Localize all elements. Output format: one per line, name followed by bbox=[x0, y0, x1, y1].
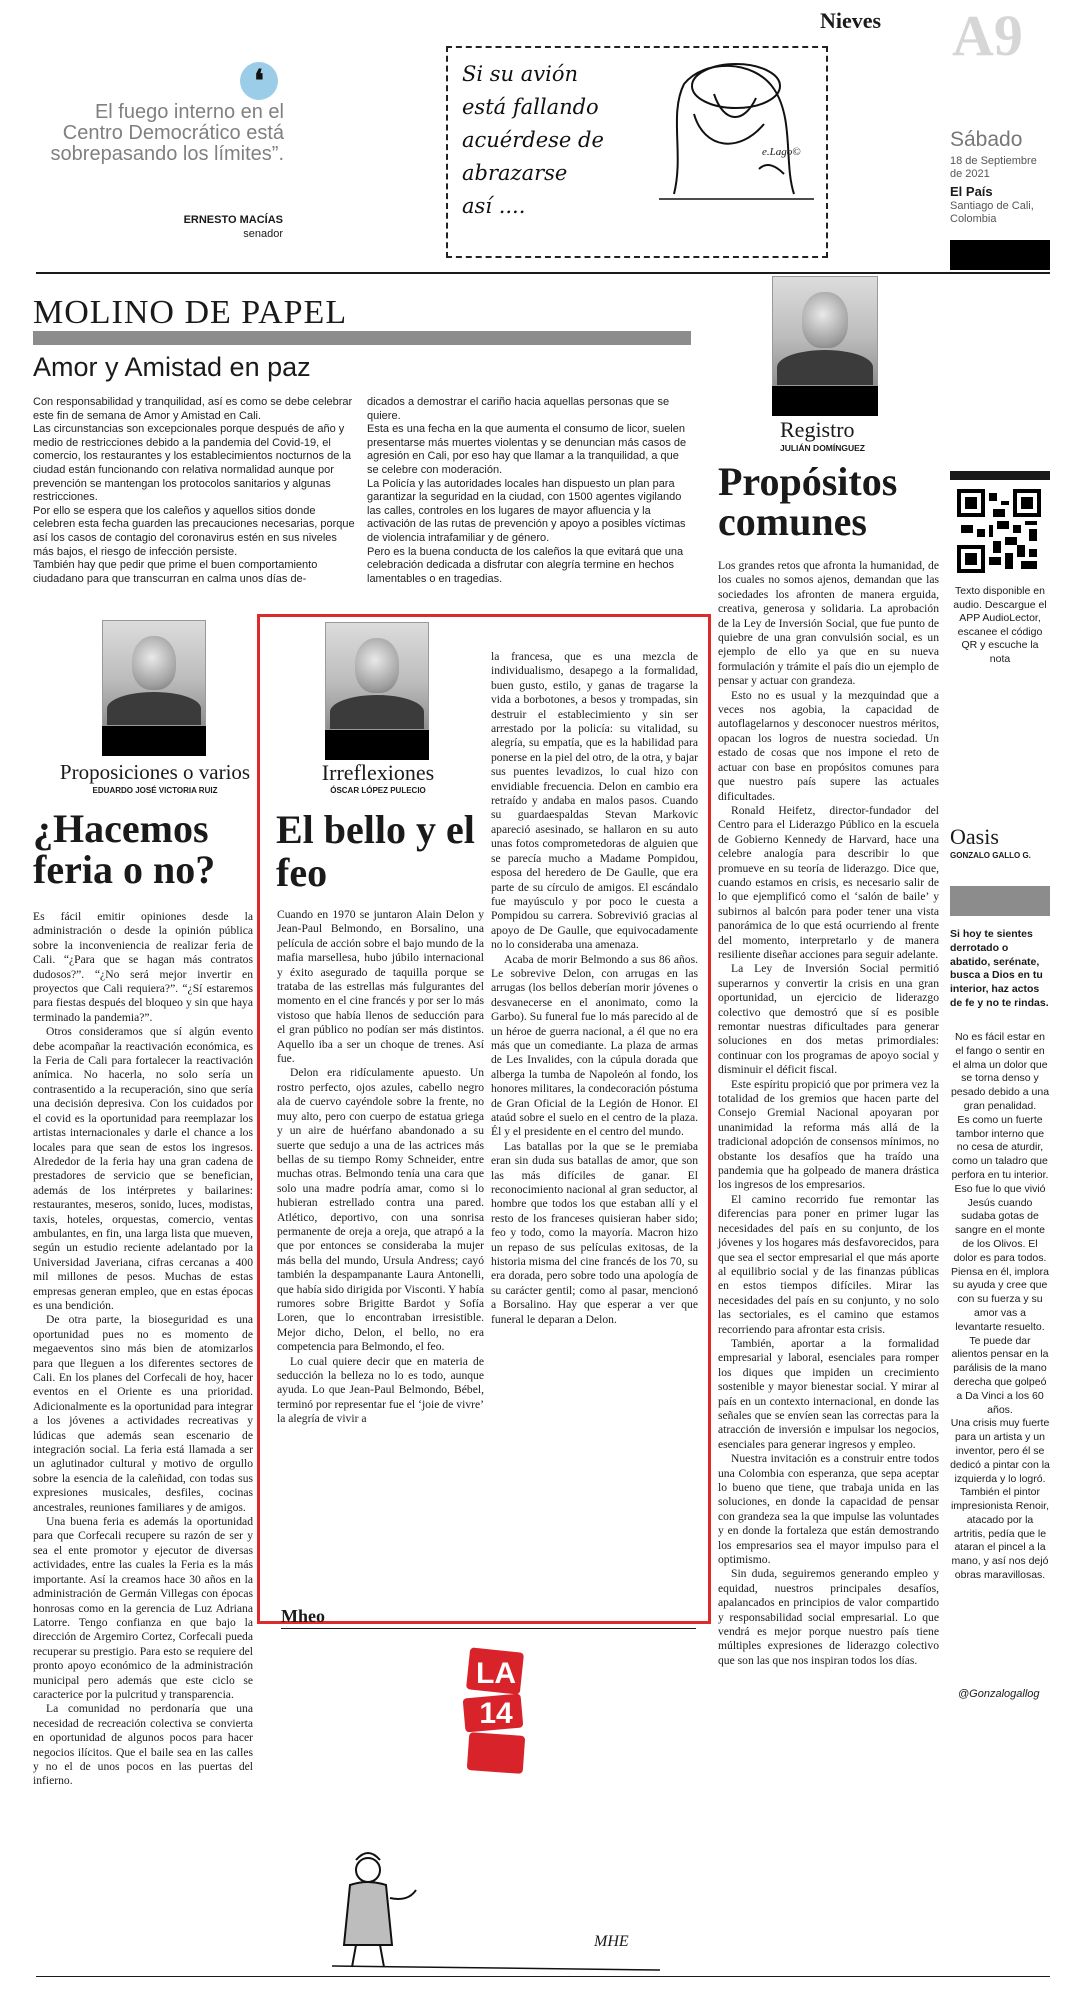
cartoon-signature: e.Lago© bbox=[762, 146, 801, 158]
redacted-bar bbox=[772, 386, 878, 416]
irreflexiones-title: El bello y el feo bbox=[276, 807, 475, 895]
editorial-paragraph: Esta es una fecha en la que aumenta el consumo de licor, suelen presentarse más muertes violentas y se denuncian más casos de agresión en Cali, por eso hay que llamar a la tranquilidad, a que se celebre con moderación. bbox=[367, 423, 687, 476]
cartoon-top bbox=[446, 46, 828, 258]
location-label: Santiago de Cali, Colombia bbox=[950, 200, 1034, 225]
quote-author: ERNESTO MACÍAS bbox=[183, 214, 283, 226]
oasis-paragraph: No es fácil estar en el fango o sentir en el alma un dolor que se torna denso y pesado debido a una gran penalidad. bbox=[950, 1031, 1050, 1112]
cartoon-line: Si su avión bbox=[462, 62, 579, 86]
editorial-paragraph: dicados a demostrar el cariño hacia aquellas personas que se quiere. bbox=[367, 396, 670, 422]
irreflexiones-body-col-2 bbox=[491, 650, 698, 1327]
quote-text: El fuego interno en el Centro Democrático está sobrepasando los límites”. bbox=[50, 101, 284, 165]
cartoon-footer-rule bbox=[281, 1628, 696, 1629]
date-label: 18 de Septiembre de 2021 bbox=[950, 155, 1037, 180]
registro-author: JULIÁN DOMÍNGUEZ bbox=[780, 443, 865, 453]
editorial-col-2 bbox=[367, 396, 692, 586]
proposiciones-paragraph: Una buena feria es además la oportunidad para que Corfecali recupere su razón de ser y sea el ente promotor y ejecutor de diversas actividades, entre las cuales la Feria es la más importante. Así la creamos hace 30 años en la administración de Germán Villegas con épocas honrosas como en la gerencia de Luz Adriana Latorre. Tengo confianza en que bajo la dirección de Argemiro Cortez, Corfecali pueda recuperar su prestigio. Para esto se requiere del pronto apoyo económico de la administración municipal pero además que este ciclo se caracterice por la pulcritud y transparencia. bbox=[33, 1515, 253, 1701]
editorial-title: Amor y Amistad en paz bbox=[33, 352, 311, 382]
oasis-paragraph: Es como un fuerte tambor interno que no cesa de aturdir, como un taladro que perfora en tu interior. bbox=[951, 1113, 1049, 1181]
day-label: Sábado bbox=[950, 128, 1023, 151]
oasis-handle: @Gonzalogallog bbox=[958, 1688, 1040, 1700]
la14-logo-text: LA 14 bbox=[476, 1657, 516, 1730]
registro-paragraph: Los grandes retos que afronta la humanidad, de los cuales no somos ajenos, demandan que las sociedades los afronten de manera erguida, creativa, generosa y solidaria. La aprobación de la Ley de Inversión Social, que fue punto de quiebre de una gran convulsión social, es un ejemplo de ello ya que en su nueva formulación y trámite el país dio un ejemplo de pensar y actuar con grandeza. bbox=[718, 559, 939, 688]
registro-body bbox=[718, 559, 939, 1668]
oasis-lead: Si hoy te sientes derrotado o abatido, serénate, busca a Dios en tu interior, haz actos de fe y no te rindas. bbox=[950, 928, 1049, 1009]
oasis-paragraph: Una crisis muy fuerte para un artista y un inventor, pero él se dedicó a pintar con la izquierda y lo logró. bbox=[950, 1417, 1050, 1485]
qr-code-icon[interactable] bbox=[957, 489, 1041, 573]
proposiciones-author-photo bbox=[102, 620, 206, 726]
proposiciones-column-name: Proposiciones o varios bbox=[59, 760, 251, 784]
quote-icon: ❛ bbox=[240, 62, 278, 100]
oasis-author: GONZALO GALLO G. bbox=[950, 851, 1031, 860]
registro-paragraph: Sin duda, seguiremos generando empleo y equidad, nuestros principales desafíos, apalancados en principios de valor compartido y responsabilidad social empresarial. Lo que vendrá es mejor porque nuestro país tiene múltiples expresiones de liderazgo colectivo que son las que nos inspiran todos los días. bbox=[718, 1567, 939, 1667]
redacted-bar bbox=[102, 726, 206, 756]
editorial-col-1 bbox=[33, 396, 359, 586]
irreflexiones-author: ÓSCAR LÓPEZ PULECIO bbox=[330, 786, 426, 795]
proposiciones-paragraph: La comunidad no perdonaría que una necesidad de recreación colectiva se convierta en oportunidad de algunos pocos para hacer negocios ilícitos. Que el baile sea en las calles y no el de unos pocos en las puertas del infierno. bbox=[33, 1702, 253, 1788]
registro-paragraph: Esto no es usual y la mezquindad que a veces nos agobia, la capacidad de autoflagelarnos y desconocer nuestros méritos, opacan los logros de nuestra sociedad. Un estado de cosas que nos impone el reto de actuar con base en propósitos comunes para que nuestro país supere las actuales dificultades. bbox=[718, 688, 939, 803]
cartoon-line: acuérdese de bbox=[462, 128, 604, 152]
oasis-paragraph: También el pintor impresionista Renoir, atacado por la artritis, pedía que le ataran el pincel a la mano, y así nos dejó obras maravillosas. bbox=[950, 1486, 1050, 1582]
oasis-body bbox=[950, 1031, 1050, 1583]
page-number: A9 bbox=[952, 3, 1023, 68]
cartoon-figure bbox=[644, 54, 824, 204]
cartoon-bottom-figure bbox=[330, 1830, 670, 1980]
irreflexiones-body-col-1 bbox=[277, 908, 484, 1427]
editorial-gray-bar bbox=[33, 331, 691, 345]
cartoon-line: está fallando bbox=[462, 95, 599, 119]
editorial-masthead: MOLINO DE PAPEL bbox=[33, 294, 348, 331]
irreflexiones-author-photo bbox=[325, 622, 429, 730]
editorial-paragraph: También hay que pedir que prime el buen comportamiento ciudadano para que transcurran en calma unos días de- bbox=[33, 559, 318, 585]
irreflexiones-paragraph: Delon era ridículamente apuesto. Un rostro perfecto, ojos azules, cabello negro ala de cuervo cayéndole sobre la frente, no muy alto, pero con cuerpo de estatua griega y un aire de huérfano abandonado a su suerte que sedujo a una de las actrices más bellas de su tiempo Romy Schneider, entre muchas otras. Belmondo tenía una cara que solo una madre podría amar, como si lo hubieran estrellado contra una pared. Atlético, deportivo, con una sonrisa permanente de oreja a oreja, que atrapó a la que por entonces se consideraba la mujer más bella del mundo, Ursula Andress; cayó también la despampanante Laura Antonelli, que había sido dirigida por Visconti. Y había rumores sobre Brigitte Bardot y Sofía Loren, que lo encontraban irresistible. Mejor dicho, Delon, el bello, no era competencia para Belmondo, el feo. bbox=[277, 1066, 484, 1354]
section-label: Nieves bbox=[820, 8, 882, 33]
cartoon-caption bbox=[462, 58, 662, 223]
cartoon-line: abrazarse bbox=[462, 161, 568, 185]
registro-paragraph: También, aportar a la formalidad empresarial y laboral, esenciales para romper los diques que impiden un crecimiento sostenible y mayor bienestar social. Y mirar al país en un contexto internacional, en donde las señales que se envíen sean las correctas para la atracción de inversión e impulsar los negocios, esenciales para generar ingresos y empleo. bbox=[718, 1336, 939, 1451]
redacted-bar bbox=[950, 240, 1050, 270]
editorial-paragraph: Pero es la buena conducta de los caleños la que evitará que una celebración dedicada a disfrutar con alegría termine en hechos lamentables o en tragedias. bbox=[367, 545, 684, 585]
oasis-column-name: Oasis bbox=[950, 824, 999, 849]
oasis-gray-bar bbox=[950, 886, 1050, 916]
quote-role: senador bbox=[243, 228, 283, 240]
cartoon-bottom-signature: MHE bbox=[594, 1933, 629, 1950]
irreflexiones-paragraph: Cuando en 1970 se juntaron Alain Delon y Jean-Paul Belmondo, en Borsalino, una película de acción sobre el bajo mundo de la mafia marsellesa, hubo júbilo internacional y éxito asegurado de taquilla porque se trataba de las estrellas más fulgurantes del momento en el cine francés y por ser lo más vistoso que había llenos de seducción para el gran público no podían ser más distintos. Aquello iba a ser un choque de trenes. Así fue. bbox=[277, 908, 484, 1066]
registro-paragraph: La Ley de Inversión Social permitió superarnos y convertir la crisis en una gran oportunidad, un ejercicio de liderazgo colectivo que demostró que sí es posible remontar nuestras dificultades para generar soluciones en dos metas primordiales: continuar con los programas de apoyo social y disminuir el déficit fiscal. bbox=[718, 962, 939, 1077]
qr-top-rule bbox=[950, 471, 1050, 480]
editorial-paragraph: La Policía y las autoridades locales han dispuesto un plan para garantizar la seguridad en la ciudad, con 1500 agentes vigilando las calles, controles en los lugares de mayor afluencia y la activación de las rutas de prevención y apoyo a posibles víctimas de violencia intrafamiliar y de género. bbox=[367, 477, 686, 544]
irreflexiones-paragraph: Acaba de morir Belmondo a sus 86 años. Le sobrevive Delon, con arrugas en las arrugas (los bellos deberían morir jóvenes o desvanecerse en el anonimato, como la Garbo). Su funeral fue lo más parecido al de un héroe de guerra nacional, a él que no era más que un comediante. La plaza de armas de Les Invalides, con la cúpula dorada que alberga la tumba de Napoleón al fondo, los honores militares, la condecoración póstuma de Gran Oficial de la Legión de Honor. El ataúd sobre el suelo en el centro de la plaza. Él y el presidente en el centro del mundo. bbox=[491, 952, 699, 1139]
proposiciones-paragraph: Es fácil emitir opiniones desde la administración o desde la opinión pública sobre la inconveniencia de realizar feria de Cali. “¿Para que se hagan más contratos dudosos?”. “¿No será mejor invertir en proyectos que Cali requiera?”. “¿Sí estaremos para fiestas después del bloqueo y sin que haya terminado la pandemia?”. bbox=[33, 910, 253, 1024]
audio-note: Texto disponible en audio. Descargue el APP AudioLector, escanee el código QR y escuche la nota bbox=[953, 585, 1047, 665]
proposiciones-author: EDUARDO JOSÉ VICTORIA RUIZ bbox=[92, 786, 218, 795]
registro-paragraph: Este espíritu propició que por primera vez la totalidad de los gremios que hacen parte del Consejo Gremial Nacional apoyaran por unanimidad la reforma más allá de la tradicional adopción de consensos mínimos, no obstante los desafíos que ha traído una pandemia que ha golpeado de manera drástica los ingresos de los empresarios. bbox=[718, 1077, 939, 1192]
registro-paragraph: Ronald Heifetz, director-fundador del Centro para el Liderazgo Público en la escuela de Gobierno Kennedy de Harvard, hace una celebre analogía para describir lo que promueve en su teoría de liderazgo. Dice que, cuando estamos en crisis, es necesario salir de lo que ejemplificó como el ‘salón de baile’ y subirnos al balcón para poder tener una vista panorámica de lo que está ocurriendo al frente del momento, interpretarlo y de manera resiliente diseñar acciones para seguir adelante. bbox=[718, 803, 939, 961]
irreflexiones-paragraph: Lo cual quiere decir que en materia de seducción la belleza no lo es todo, aunque ayuda. Lo que Jean-Paul Belmondo, Bébel, terminó por representar fue el ‘joie de vivre’ la alegría de vivir a bbox=[277, 1354, 484, 1426]
irreflexiones-paragraph: Las batallas por la que se le premiaba eran sin duda sus batallas de amor, que son las más difíciles de ganar. El reconocimiento nacional al gran seductor, al hombre que todos los que estaban allí y el resto de los franceses quisieran haber sido; feo y todo, como la mayoría. Macron hizo un repaso de sus películas exitosas, de la historia misma del cine francés de los 70, su era dorada, pero sobre todo una apología de su carácter gentil; como al pasar, mencionó a Borsalino. Hay que esperar a ver que funeral le deparan a Delon. bbox=[491, 1139, 698, 1326]
cartoon-line: así .... bbox=[462, 194, 526, 218]
oasis-paragraph: Eso fue lo que vivió Jesús cuando sudaba gotas de sangre en el monte de los Olivos. El dolor es para todos. bbox=[953, 1182, 1047, 1264]
editorial-paragraph: Por ello se espera que los caleños y aquellos sitios donde celebren esta fecha guarden las precauciones necesarias, porque así los casos de contagio del coronavirus estén en sus niveles más bajos, el riesgo de infección persiste. bbox=[33, 504, 355, 558]
irreflexiones-column-name: Irreflexiones bbox=[321, 760, 435, 785]
irreflexiones-paragraph: la francesa, que es una mezcla de individualismo, desapego a la formalidad, buen gusto, estilo, y ganas de tragarse la vida a borbotones, a besos y trompadas, sin destruir el establecimiento y sin ser arrestado por la policía: su vitalidad, su alegría, su empatía, que es la habilidad para ponerse en la piel del otro, de la otra, y bajar sus puentes levadizos, lo cual hizo con envidiable frecuencia. Delon en cambio era retraído y andaba en malos pasos. Cuando su guardaespaldas Stevan Markovic apareció asesinado, se hallaron en su auto unas fotos comprometedoras de alguien que se parecía mucho a Madame Pompidou, esposa del heredero de De Gaulle, que era parte de su círculo de amigos. El escándalo fue mayúsculo y por poco le cuesta a Pompidou su carrera. Sobrevivió gracias al apoyo de De Gaulle, que equivocadamente no lo consideraba una amenaza. bbox=[491, 650, 698, 952]
editorial-paragraph: Con responsabilidad y tranquilidad, así es como se debe celebrar este fin de semana de Amor y Amistad en Cali. bbox=[33, 396, 353, 422]
oasis-paragraph: Te puede dar alientos pensar en la parálisis de la mano derecha que golpeó a Da Vinci a los 60 años. bbox=[951, 1334, 1049, 1416]
oasis-paragraph: Piensa en él, implora su ayuda y cree que con su fuerza y su amor vas a levantarte resuelto. bbox=[950, 1265, 1050, 1333]
registro-title: Propósitos comunes bbox=[718, 459, 898, 544]
registro-column-name: Registro bbox=[780, 417, 855, 442]
registro-author-photo bbox=[772, 276, 878, 386]
proposiciones-body bbox=[33, 910, 253, 1789]
registro-paragraph: El camino recorrido fue remontar las diferencias para poner en primer lugar las necesidades del país en su conjunto, de los jóvenes y los hogares más desfavorecidos, para que sea el sector empresarial el que más aporte al equilibrio social y de las finanzas públicas en estos tiempos difíciles. Mirar las necesidades del país en su conjunto, y no solo las sectoriales, es el camino que estamos recorriendo para afrontar esta crisis. bbox=[718, 1192, 939, 1336]
publication-name: El País bbox=[950, 184, 993, 199]
editorial-paragraph: Las circunstancias son excepcionales porque después de año y medio de restricciones debido a la pandemia del Covid-19, el comercio, los restaurantes y los establecimientos nocturnos de la ciudad están funcionando con relativa normalidad aunque por prevención se mantengan los protocolos sanitarios y algunas restricciones. bbox=[33, 423, 351, 504]
proposiciones-paragraph: De otra parte, la bioseguridad es una oportunidad pues no es momento de megaeventos sino más bien de atomizarlos para que lleguen a los diferentes sectores de Cali. En los planes del Corfecali de hoy, hacer eventos en el Oriente es una prioridad. Adicionalmente es la oportunidad para integrar a los jóvenes a actividades recreativas y lúdicas que además sean escenario de integración social. La feria está llamada a ser un aglutinador cultural y motivo de orgullo sobre la esencia de la caleñidad, con todas sus expresiones musicales, desfiles, cocinas ancestrales, reuniones familiares y de amigos. bbox=[33, 1313, 253, 1514]
redacted-bar bbox=[325, 730, 429, 760]
header-rule bbox=[36, 272, 1050, 274]
proposiciones-paragraph: Otros consideramos que sí algún evento debe acompañar la reactivación económica, es la Feria de Cali para fortalecer la reactivación anímica. No hacerla, no solo sería un contrasentido a la recuperación, sino que sería una decisión depresiva. Con los cuidados por el covid es la oportunidad para reemplazar los artistas internacionales y darle el chance a los locales para que sean de estos los ingresos. Alrededor de la feria hay una gran cadena de prestadores de servicio que se benefician, además de los intérpretes y bailarines: restaurantes, meseros, sonido, luces, modistas, taxis, hoteles, orquestas, comercio, ventas ambulantes, en fin, una larga lista que mueven, según un estudio reciente adelantado por la Universidad Javeriana, cifras cercanas a 400 mil millones de pesos. Muchas de estas empresas generan empleo, que en estas épocas es una bendición. bbox=[33, 1025, 253, 1312]
footer-rule bbox=[36, 1976, 1050, 1977]
cartoon-footer-label: Mheo bbox=[281, 1606, 325, 1626]
registro-paragraph: Nuestra invitación es a construir entre todos una Colombia con esperanza, que sepa aceptar lo bueno que tiene, que trabaja unida en las soluciones, en donde la capacidad de pensar con grandeza sea la que impulse las voluntades y en donde la fortaleza que están demostrando los empresarios sea el mayor impulso para el optimismo. bbox=[718, 1452, 939, 1567]
proposiciones-title: ¿Hacemos feria o no? bbox=[33, 806, 216, 892]
